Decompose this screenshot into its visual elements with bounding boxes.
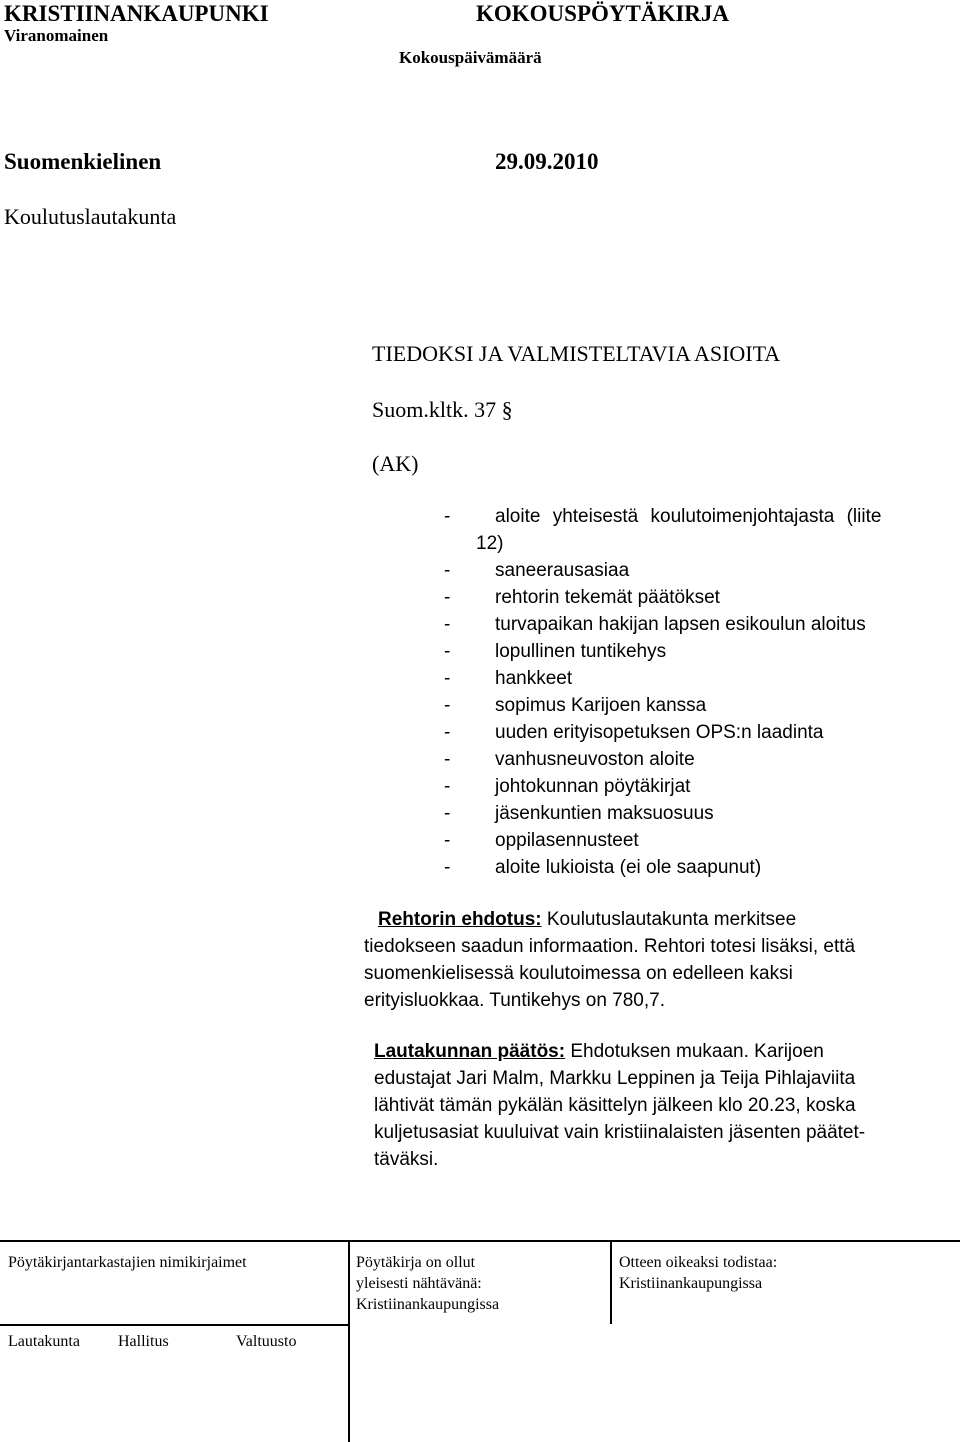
- list-dash: -: [444, 695, 451, 716]
- public-notice: [356, 1252, 499, 1315]
- proposal-line: tiedokseen saadun informaation. Rehtori totesi lisäksi, että: [364, 936, 856, 957]
- list-item-text: johtokunnan pöytäkirjat: [495, 776, 691, 797]
- proposal-paragraph: [364, 906, 855, 1014]
- list-item-text: lopullinen tuntikehys: [495, 641, 667, 662]
- decision-line: edustajat Jari Malm, Markku Leppinen ja Teija Pihlajaviita: [374, 1068, 856, 1089]
- proposal-label: Rehtorin ehdotus:: [378, 909, 542, 930]
- footer-top-rule: [0, 1240, 960, 1242]
- list-dash: -: [444, 857, 451, 878]
- list-item-text: rehtorin tekemät päätökset: [495, 587, 720, 608]
- public-notice-line: Kristiinankaupungissa: [356, 1296, 500, 1313]
- list-item-text: jäsenkuntien maksuosuus: [495, 803, 714, 824]
- list-dash: -: [444, 803, 451, 824]
- list-dash: -: [444, 722, 451, 743]
- list-item-text: 12): [476, 533, 504, 554]
- list-item-text: vanhusneuvoston aloite: [495, 749, 695, 770]
- list-dash: -: [444, 749, 451, 770]
- committee-name: Koulutuslautakunta: [4, 204, 177, 229]
- list-item-text: oppilasennusteet: [495, 830, 639, 851]
- list-dash: -: [444, 614, 451, 635]
- list-item-text: aloite yhteisestä koulutoimenjohtajasta (liite: [495, 506, 882, 527]
- certification: [619, 1252, 777, 1294]
- list-item-text: uuden erityisopetuksen OPS:n laadinta: [495, 722, 824, 743]
- list-item-text: sopimus Karijoen kanssa: [495, 695, 707, 716]
- list-dash: -: [444, 776, 451, 797]
- initials-label: Pöytäkirjantarkastajien nimikirjaimet: [8, 1254, 247, 1271]
- certification-line: Kristiinankaupungissa: [619, 1275, 763, 1292]
- list-dash: -: [444, 641, 451, 662]
- meeting-date: 29.09.2010: [495, 149, 599, 174]
- decision-text: Ehdotuksen mukaan. Karijoen: [565, 1041, 824, 1062]
- decision-line: kuljetusasiat kuuluivat vain kristiinalaisten jäsenten päätet-: [374, 1122, 866, 1143]
- list-item-text: saneerausasiaa: [495, 560, 630, 581]
- organization-name: KRISTIINANKAUPUNKI: [4, 1, 269, 26]
- certification-line: Otteen oikeaksi todistaa:: [619, 1254, 778, 1271]
- proposal-line: erityisluokkaa. Tuntikehys on 780,7.: [364, 990, 666, 1011]
- meeting-date-label: Kokouspäivämäärä: [399, 48, 542, 67]
- proposal-text: Koulutuslautakunta merkitsee: [541, 909, 797, 930]
- col-valtuusto: Valtuusto: [236, 1333, 297, 1350]
- list-item-text: turvapaikan hakijan lapsen esikoulun aloitus: [495, 614, 866, 635]
- document-type: KOKOUSPÖYTÄKIRJA: [476, 1, 730, 26]
- col-lautakunta: Lautakunta: [8, 1333, 80, 1350]
- authority-label: Viranomainen: [4, 26, 109, 45]
- decision-label: Lautakunnan päätös:: [374, 1041, 566, 1062]
- public-notice-line: Pöytäkirja on ollut: [356, 1254, 476, 1271]
- proposal-line: [364, 906, 855, 933]
- public-notice-line: yleisesti nähtävänä:: [356, 1275, 482, 1292]
- decision-paragraph: [374, 1038, 865, 1173]
- list-dash: -: [444, 560, 451, 581]
- list-item-text: hankkeet: [495, 668, 573, 689]
- footer-table: [0, 1240, 960, 1442]
- decision-line: täväksi.: [374, 1149, 439, 1170]
- footer-divider: [348, 1240, 350, 1442]
- list-dash: -: [444, 587, 451, 608]
- proposal-line: suomenkielisessä koulutoimessa on edelleen kaksi: [364, 963, 793, 984]
- list-dash: -: [444, 830, 451, 851]
- section-preparer: (AK): [372, 451, 419, 476]
- body-name: Suomenkielinen: [4, 149, 162, 174]
- footer-divider: [610, 1240, 612, 1324]
- decision-line: lähtivät tämän pykälän käsittelyn jälkeen klo 20.23, koska: [374, 1095, 856, 1116]
- section-title: TIEDOKSI JA VALMISTELTAVIA ASIOITA: [372, 341, 781, 366]
- decision-line: [374, 1038, 865, 1065]
- list-dash: -: [444, 506, 451, 527]
- section-reference: Suom.kltk. 37 §: [372, 397, 513, 422]
- list-item-text: aloite lukioista (ei ole saapunut): [495, 857, 762, 878]
- list-dash: -: [444, 668, 451, 689]
- col-hallitus: Hallitus: [118, 1333, 169, 1350]
- footer-mid-rule: [0, 1324, 350, 1326]
